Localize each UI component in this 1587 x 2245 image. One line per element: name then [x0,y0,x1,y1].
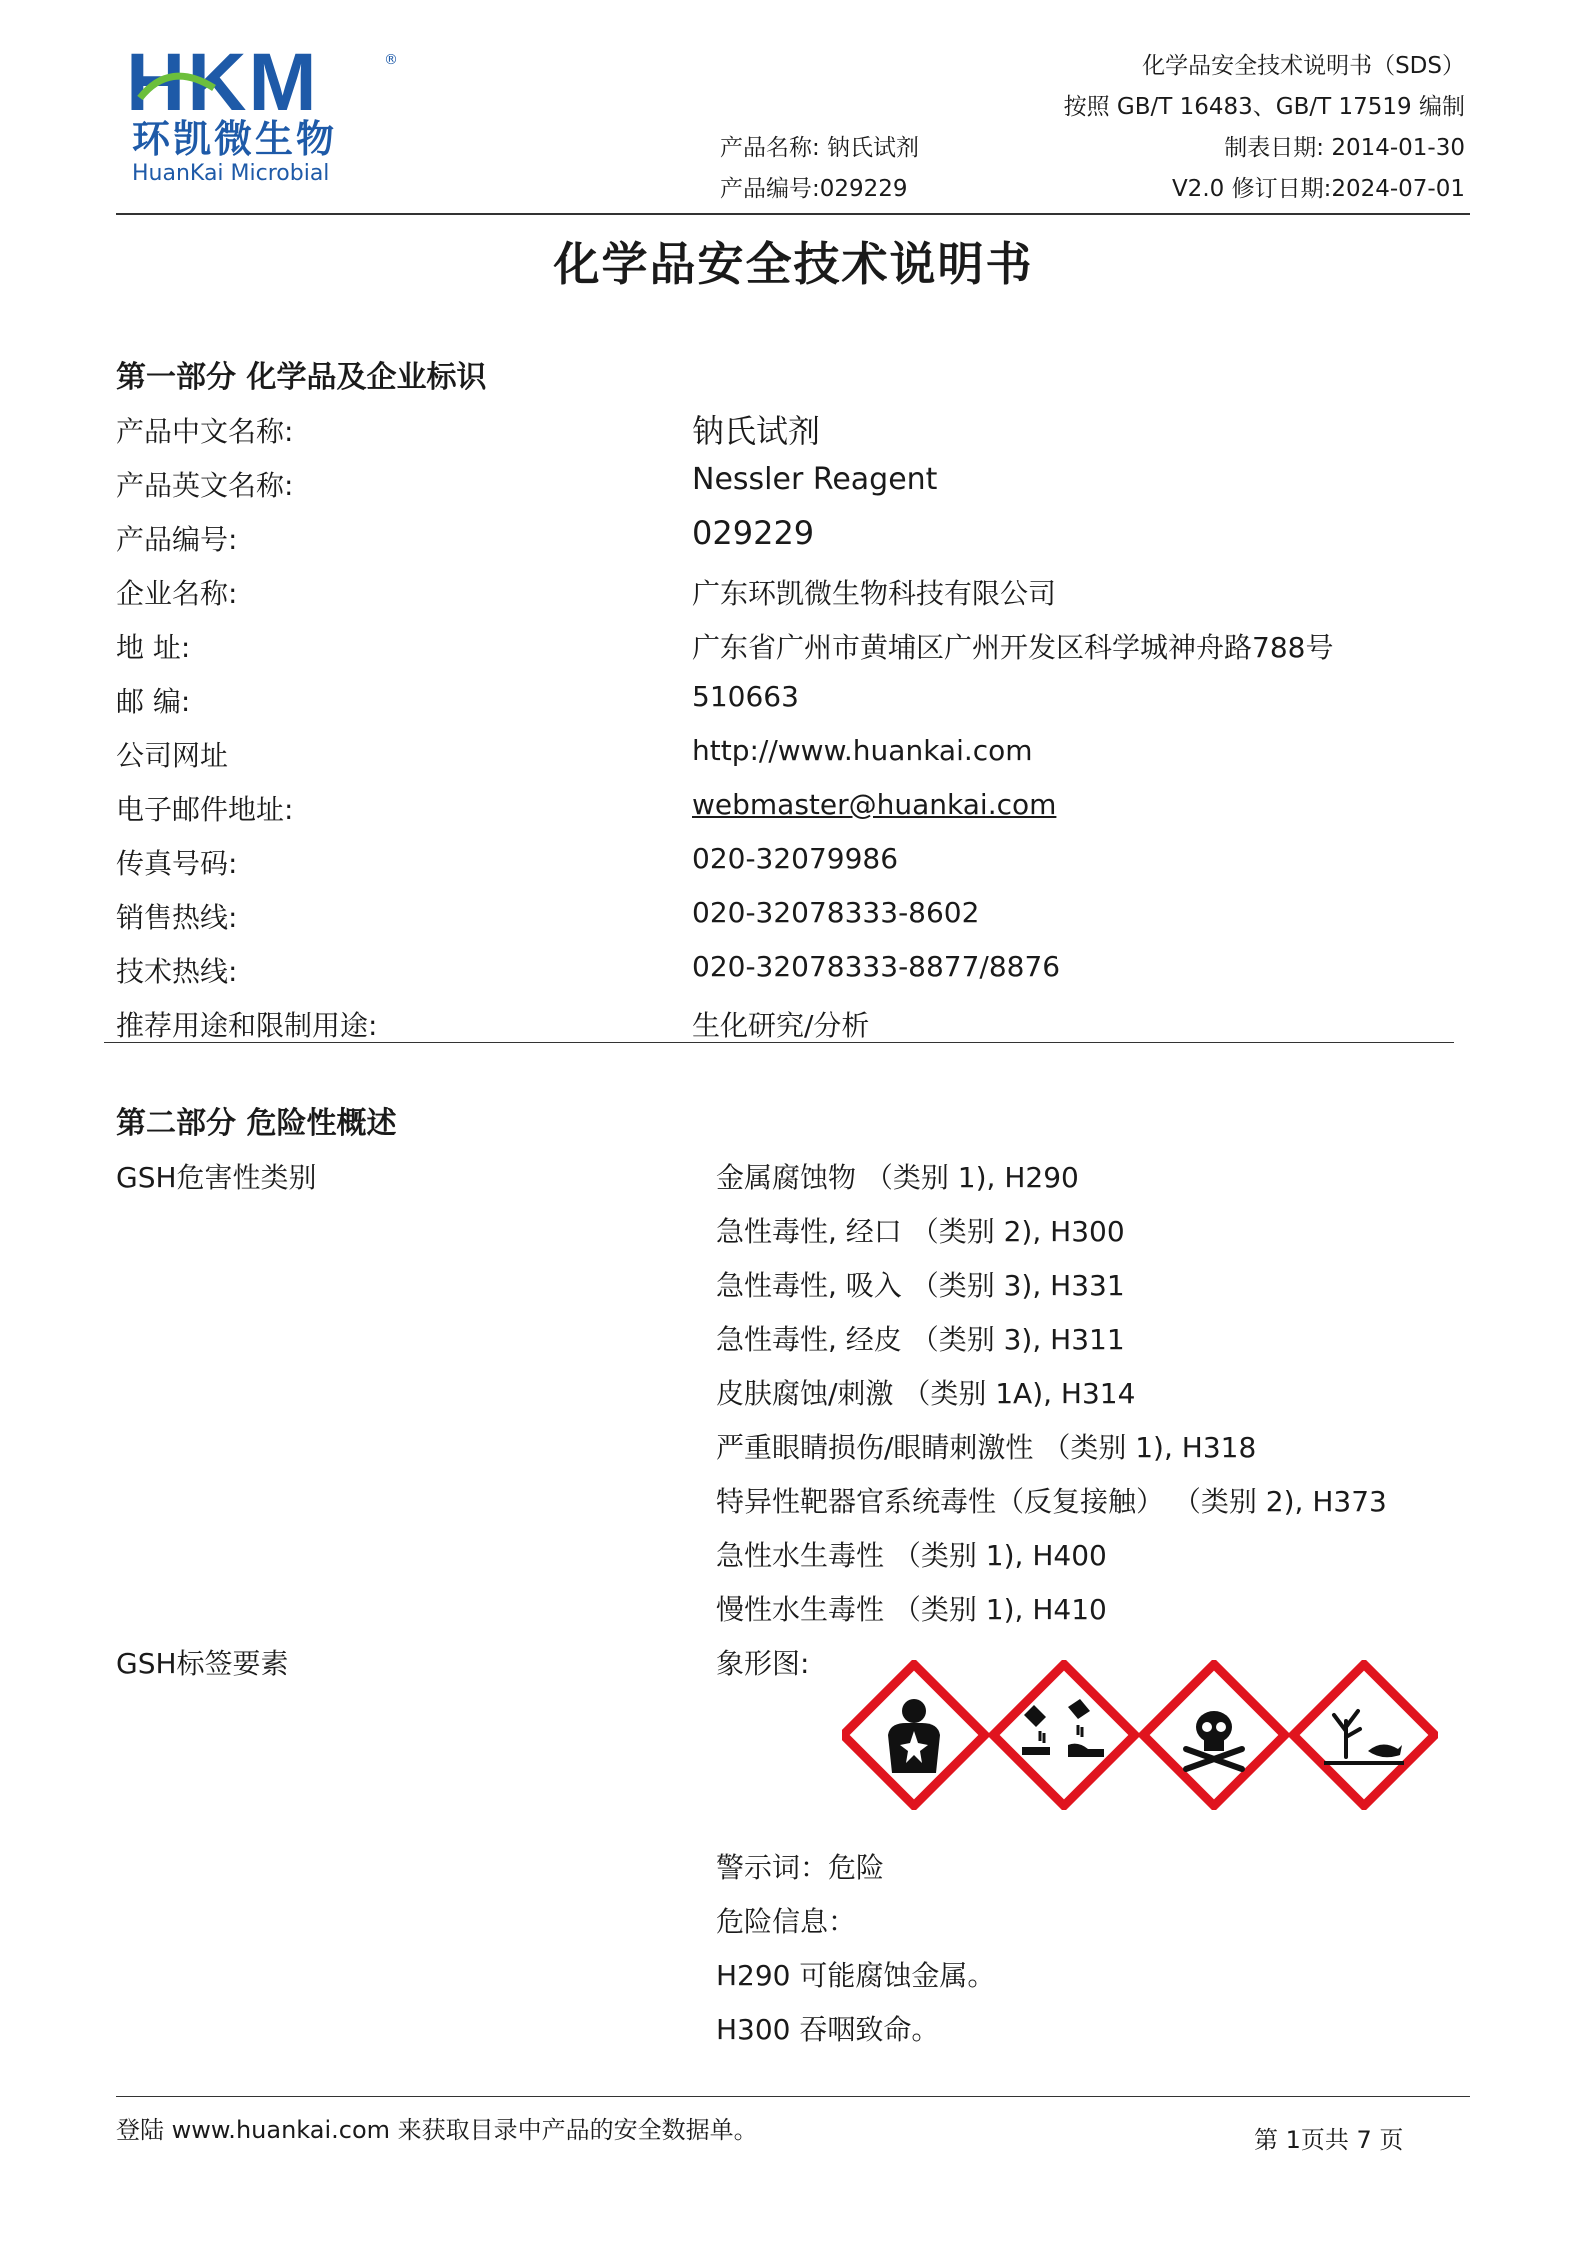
hazard-class-item: 慢性水生毒性 （类别 1), H410 [716,1593,1107,1626]
value-sales-hotline: 020-32078333-8602 [692,896,980,929]
label-sales-hotline: 销售热线: [116,901,238,934]
label-tech-hotline: 技术热线: [116,955,238,988]
value-company-name: 广东环凯微生物科技有限公司 [692,577,1057,610]
corrosion-icon [993,1664,1134,1805]
page-number: 第 1页共 7 页 [1254,2126,1404,2154]
value-postcode: 510663 [692,680,799,713]
hazard-statement: H290 可能腐蚀金属。 [716,1959,996,1992]
label-email: 电子邮件地址: [116,793,294,826]
hazard-class-item: 急性水生毒性 （类别 1), H400 [716,1539,1107,1572]
logo-en: HuanKai Microbial [132,161,330,186]
header-created-date: 制表日期: 2014-01-30 [1224,135,1465,161]
label-product-en-name: 产品英文名称: [116,469,294,502]
label-company-name: 企业名称: [116,577,238,610]
value-address: 广东省广州市黄埔区广州开发区科学城神舟路788号 [692,631,1334,664]
footer-note: 登陆 www.huankai.com 来获取目录中产品的安全数据单。 [116,2116,758,2144]
label-product-cn-name: 产品中文名称: [116,415,294,448]
ghs-pictograms [842,1660,1438,1810]
hazard-info-label: 危险信息： [716,1905,857,1938]
value-fax: 020-32079986 [692,842,899,875]
logo-mark: HKM [126,40,319,128]
label-fax: 传真号码: [116,847,238,880]
value-website[interactable]: http://www.huankai.com [692,734,1033,767]
hazard-class-item: 皮肤腐蚀/刺激 （类别 1A), H314 [716,1377,1136,1410]
header-product-code: 产品编号:029229 [720,176,908,202]
logo-registered: ® [384,52,398,68]
label-postcode: 邮 编: [116,685,191,718]
hazard-class-item: 急性毒性, 经口 （类别 2), H300 [716,1215,1125,1248]
skull-crossbones-icon [1143,1664,1284,1805]
email-link[interactable]: webmaster@huankai.com [692,788,1057,821]
company-logo [122,40,412,190]
hazard-statement: H300 吞咽致命。 [716,2013,940,2046]
environment-icon [1293,1664,1434,1805]
label-product-code: 产品编号: [116,523,238,556]
label-website: 公司网址 [116,739,229,772]
header-standard: 按照 GB/T 16483、GB/T 17519 编制 [1063,94,1465,120]
header-revision-date: V2.0 修订日期:2024-07-01 [1171,176,1465,202]
health-hazard-icon [843,1664,984,1805]
value-recommended-use: 生化研究/分析 [692,1009,870,1042]
value-product-code: 029229 [692,514,815,552]
logo-cn: 环凯微生物 [132,117,338,161]
document-title: 化学品安全技术说明书 [553,237,1034,291]
hazard-class-item: 严重眼睛损伤/眼睛刺激性 （类别 1), H318 [716,1431,1257,1464]
value-tech-hotline: 020-32078333-8877/8876 [692,950,1061,983]
value-product-en-name: Nessler Reagent [692,462,938,497]
signal-word: 警示词：危险 [716,1851,885,1884]
footer-divider [116,2096,1470,2097]
ghs-label-elements-label: GSH标签要素 [116,1647,289,1680]
label-recommended-use: 推荐用途和限制用途: [116,1009,378,1042]
value-product-cn-name: 钠氏试剂 [692,412,821,450]
header-divider [116,213,1470,215]
label-address: 地 址: [116,631,191,664]
section1-divider [104,1042,1454,1043]
section2-heading: 第二部分 危险性概述 [116,1106,397,1141]
hazard-class-item: 金属腐蚀物 （类别 1), H290 [716,1161,1079,1194]
pictogram-label: 象形图: [716,1647,810,1680]
hazard-class-item: 急性毒性, 吸入 （类别 3), H331 [716,1269,1125,1302]
header-doc-type: 化学品安全技术说明书（SDS） [1142,53,1465,79]
ghs-class-label: GSH危害性类别 [116,1161,317,1194]
hazard-class-item: 特异性靶器官系统毒性（反复接触） （类别 2), H373 [716,1485,1387,1518]
section1-heading: 第一部分 化学品及企业标识 [116,360,487,395]
hazard-class-item: 急性毒性, 经皮 （类别 3), H311 [716,1323,1125,1356]
header-product-name: 产品名称: 钠氏试剂 [720,135,920,161]
